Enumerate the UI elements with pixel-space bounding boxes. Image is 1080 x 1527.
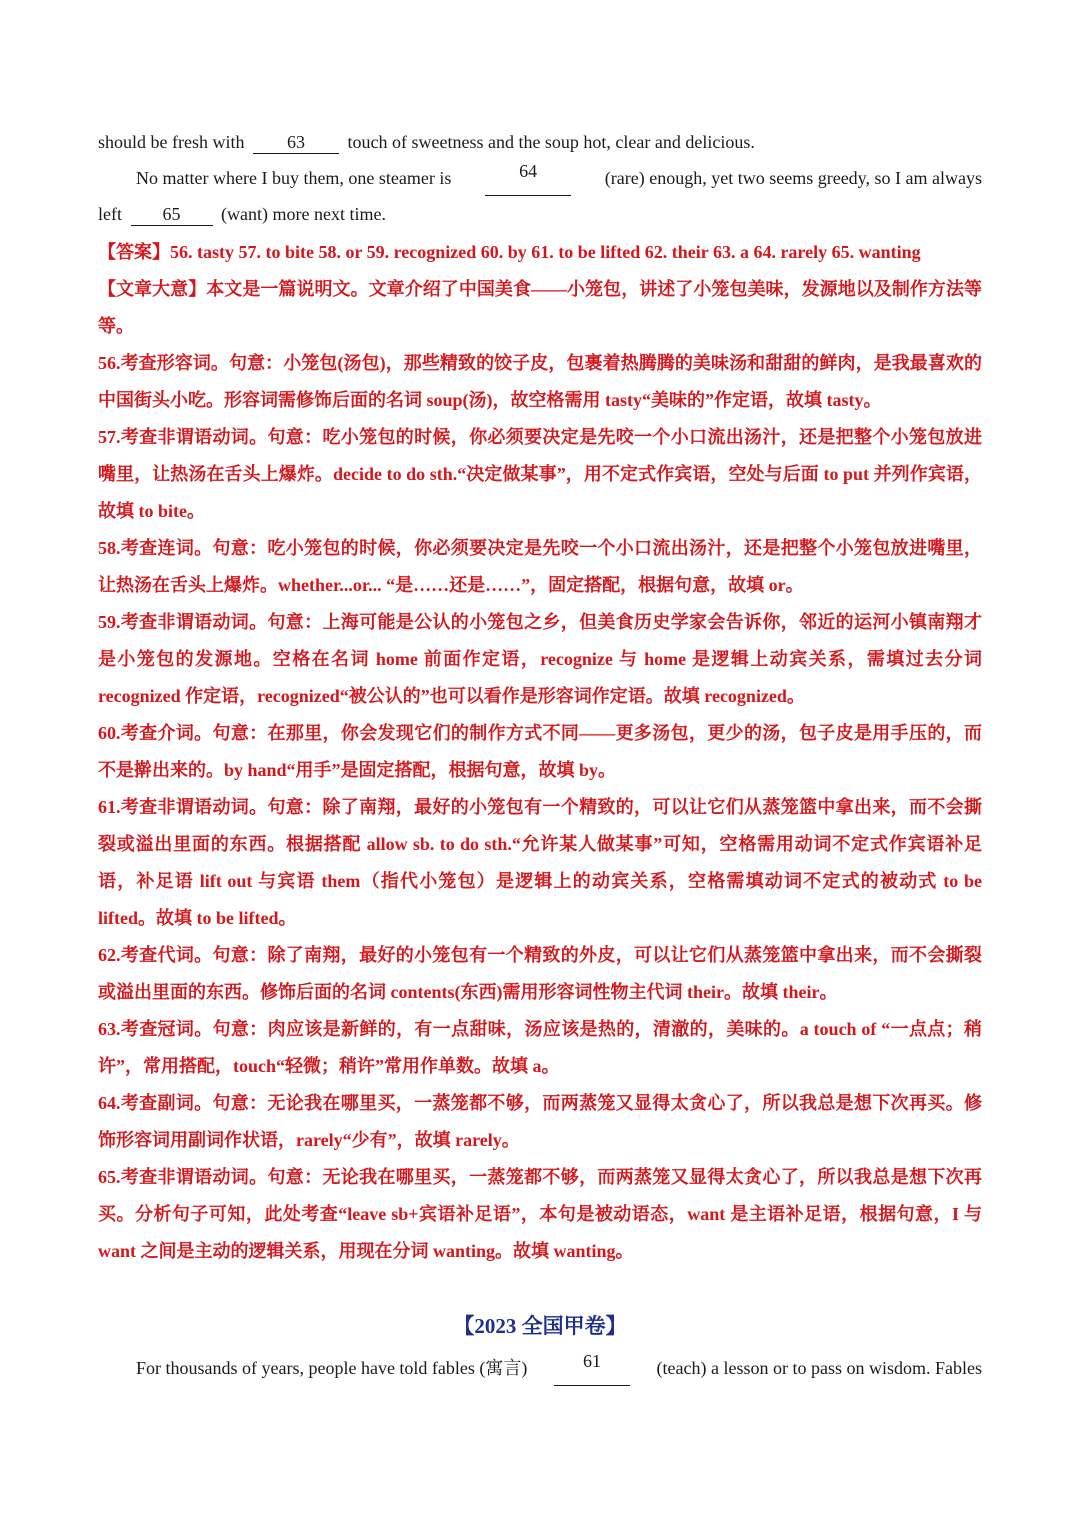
explanation-60: 60.考查介词。句意：在那里，你会发现它们的制作方式不同——更多汤包，更少的汤，包子皮是用手压的，而不是擀出来的。by hand“用手”是固定搭配，根据句意，故填 by。 — [98, 723, 982, 780]
blank-63: 63 — [253, 131, 339, 154]
explanation-62: 62.考查代词。句意：除了南翔，最好的小笼包有一个精致的外皮，可以让它们从蒸笼篮中拿出来，而不会撕裂或溢出里面的东西。修饰后面的名词 contents(东西)需用形容词性物主代词 their。故填 their。 — [98, 945, 982, 1002]
article-summary: 【文章大意】本文是一篇说明文。文章介绍了中国美食——小笼包，讲述了小笼包美味，发源地以及制作方法等等。 — [98, 279, 982, 336]
blank-65: 65 — [131, 203, 213, 226]
section-title: 【2023 全国甲卷】 — [453, 1314, 627, 1338]
explanation-57: 57.考查非谓语动词。句意：吃小笼包的时候，你必须要决定是先咬一个小口流出汤汁，还是把整个小笼包放进嘴里，让热汤在舌头上爆炸。decide to do sth.“决定做某事”，用不定式作宾语，空处与后面 to put 并列作宾语，故填 to bite。 — [98, 427, 982, 521]
passage-text: For thousands of years, people have told fables (寓言) — [136, 1358, 528, 1378]
explanation-65: 65.考查非谓语动词。句意：无论我在哪里买，一蒸笼都不够，而两蒸笼又显得太贪心了，所以我总是想下次再买。分析句子可知，此处考查“leave sb+宾语补足语”，本句是被动语态，want 是主语补足语，根据句意，I 与 want 之间是主动的逻辑关系，用现在分词 wanting。故填 wanting。 — [98, 1167, 982, 1261]
passage-text: touch of sweetness and the soup hot, clear and delicious. — [347, 132, 755, 152]
answer-key: 【答案】56. tasty 57. to bite 58. or 59. recognized 60. by 61. to be lifted 62. their 63. a 64. rarely 65. wanting — [98, 242, 921, 262]
passage-text: should be fresh with — [98, 132, 245, 152]
blank-61: 61 — [554, 1350, 630, 1386]
passage-line — [98, 124, 982, 160]
passage-text: (want) more next time. — [221, 204, 386, 224]
explanation-56: 56.考查形容词。句意：小笼包(汤包)，那些精致的饺子皮，包裹着热腾腾的美味汤和甜甜的鲜肉，是我最喜欢的中国街头小吃。形容词需修饰后面的名词 soup(汤)，故空格需用 tasty“美味的”作定语，故填 tasty。 — [98, 353, 982, 410]
passage-text: (teach) a lesson or to pass on wisdom. Fables — [656, 1358, 982, 1378]
passage-line — [98, 1350, 982, 1386]
passage-text: left — [98, 204, 122, 224]
explanation-59: 59.考查非谓语动词。句意：上海可能是公认的小笼包之乡，但美食历史学家会告诉你，邻近的运河小镇南翔才是小笼包的发源地。空格在名词 home 前面作定语，recognize 与 home 是逻辑上动宾关系，需填过去分词 recognized 作定语，recognized“被公认的”也可以看作是形容词作定语。故填 recognized。 — [98, 612, 982, 706]
explanation-58: 58.考查连词。句意：吃小笼包的时候，你必须要决定是先咬一个小口流出汤汁，还是把整个小笼包放进嘴里，让热汤在舌头上爆炸。whether...or... “是……还是……”，固定搭配，根据句意，故填 or。 — [98, 538, 982, 595]
blank-64: 64 — [485, 160, 571, 196]
document-page — [98, 124, 982, 1386]
passage-line — [98, 160, 982, 196]
explanation-63: 63.考查冠词。句意：肉应该是新鲜的，有一点甜味，汤应该是热的，清澈的，美味的。a touch of “一点点；稍许”，常用搭配，touch“轻微；稍许”常用作单数。故填 a。 — [98, 1019, 982, 1076]
explanation-64: 64.考查副词。句意：无论我在哪里买，一蒸笼都不够，而两蒸笼又显得太贪心了，所以我总是想下次再买。修饰形容词用副词作状语，rarely“少有”，故填 rarely。 — [98, 1093, 982, 1150]
explanation-61: 61.考查非谓语动词。句意：除了南翔，最好的小笼包有一个精致的，可以让它们从蒸笼篮中拿出来，而不会撕裂或溢出里面的东西。根据搭配 allow sb. to do sth.“允许某人做某事”可知，空格需用动词不定式作宾语补足语，补足语 lift out 与宾语 them（指代小笼包）是逻辑上的动宾关系，空格需填动词不定式的被动式 to be lifted。故填 to be lifted。 — [98, 797, 982, 928]
passage-text: (rare) enough, yet two seems greedy, so I am always — [604, 168, 982, 188]
passage-text: No matter where I buy them, one steamer is — [136, 168, 452, 188]
passage-line — [98, 196, 982, 232]
